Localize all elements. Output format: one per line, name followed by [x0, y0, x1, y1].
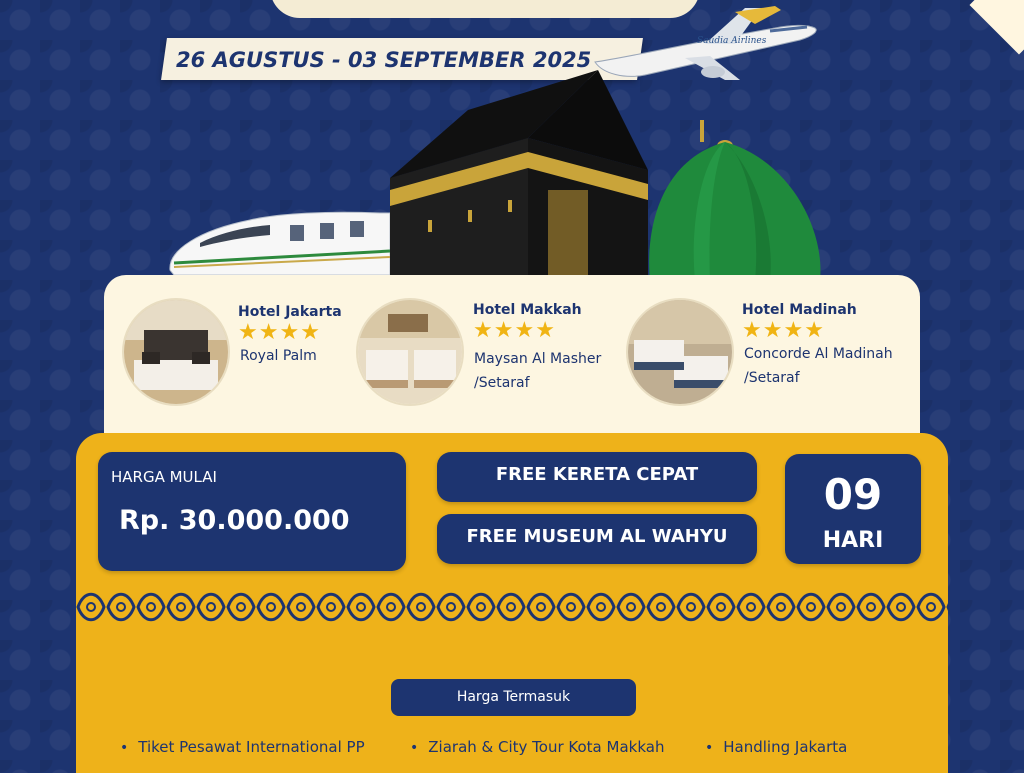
- star-icon: ★: [473, 318, 493, 343]
- star-icon: ★: [238, 320, 258, 345]
- star-icon: ★: [762, 318, 783, 343]
- duration-unit: HARI: [822, 528, 884, 553]
- include-item-label: Tiket Pesawat International PP: [138, 738, 365, 756]
- free-museum-label: FREE MUSEUM AL WAHYU: [466, 526, 728, 547]
- includes-title: Harga Termasuk: [456, 689, 571, 705]
- hotel-madinah-name: Hotel Madinah: [742, 302, 857, 318]
- star-icon: ★: [279, 320, 300, 345]
- hotel-madinah-property-note: /Setaraf: [744, 370, 800, 386]
- hotel-jakarta-stars: [238, 322, 321, 344]
- hotel-jakarta-name: Hotel Jakarta: [238, 304, 342, 320]
- star-icon: ★: [742, 318, 762, 343]
- hotel-makkah-photo: [356, 298, 464, 406]
- bullet-icon: •: [120, 740, 129, 756]
- hotel-makkah-property-note: /Setaraf: [474, 375, 530, 391]
- date-range: 26 AGUSTUS - 03 SEPTEMBER 2025: [176, 48, 592, 72]
- star-icon: ★: [514, 318, 535, 343]
- include-item: [705, 738, 847, 756]
- airline-script: Saudia Airlines: [697, 36, 767, 46]
- price-label: HARGA MULAI: [111, 468, 217, 486]
- include-item: [410, 738, 664, 756]
- hotel-madinah-stars: [742, 320, 825, 342]
- hotel-madinah-photo: [626, 298, 734, 406]
- hotel-makkah-property: Maysan Al Masher: [474, 351, 602, 367]
- green-dome-image: [640, 120, 830, 280]
- hotel-jakarta-photo: [122, 298, 230, 406]
- star-icon: ★: [535, 318, 555, 343]
- star-icon: ★: [804, 318, 824, 343]
- star-icon: ★: [258, 320, 279, 345]
- train-image: [160, 195, 390, 280]
- include-item: [120, 738, 365, 756]
- star-icon: ★: [783, 318, 804, 343]
- star-icon: ★: [300, 320, 320, 345]
- kaaba-image: [368, 70, 653, 280]
- ornament-band: [76, 584, 948, 630]
- hotel-makkah-name: Hotel Makkah: [473, 302, 582, 318]
- hotel-makkah-stars: [473, 320, 556, 342]
- hotel-madinah-property: Concorde Al Madinah: [744, 346, 893, 362]
- star-icon: ★: [493, 318, 514, 343]
- free-train-label: FREE KERETA CEPAT: [495, 464, 699, 485]
- corner-decoration: [970, 0, 1024, 54]
- bullet-icon: •: [705, 740, 714, 756]
- include-item-label: Handling Jakarta: [723, 738, 848, 756]
- bullet-icon: •: [410, 740, 419, 756]
- include-item-label: Ziarah & City Tour Kota Makkah: [428, 738, 665, 756]
- hotel-jakarta-property: Royal Palm: [240, 348, 317, 364]
- price-value: Rp. 30.000.000: [119, 505, 350, 536]
- duration-number: 09: [823, 470, 883, 519]
